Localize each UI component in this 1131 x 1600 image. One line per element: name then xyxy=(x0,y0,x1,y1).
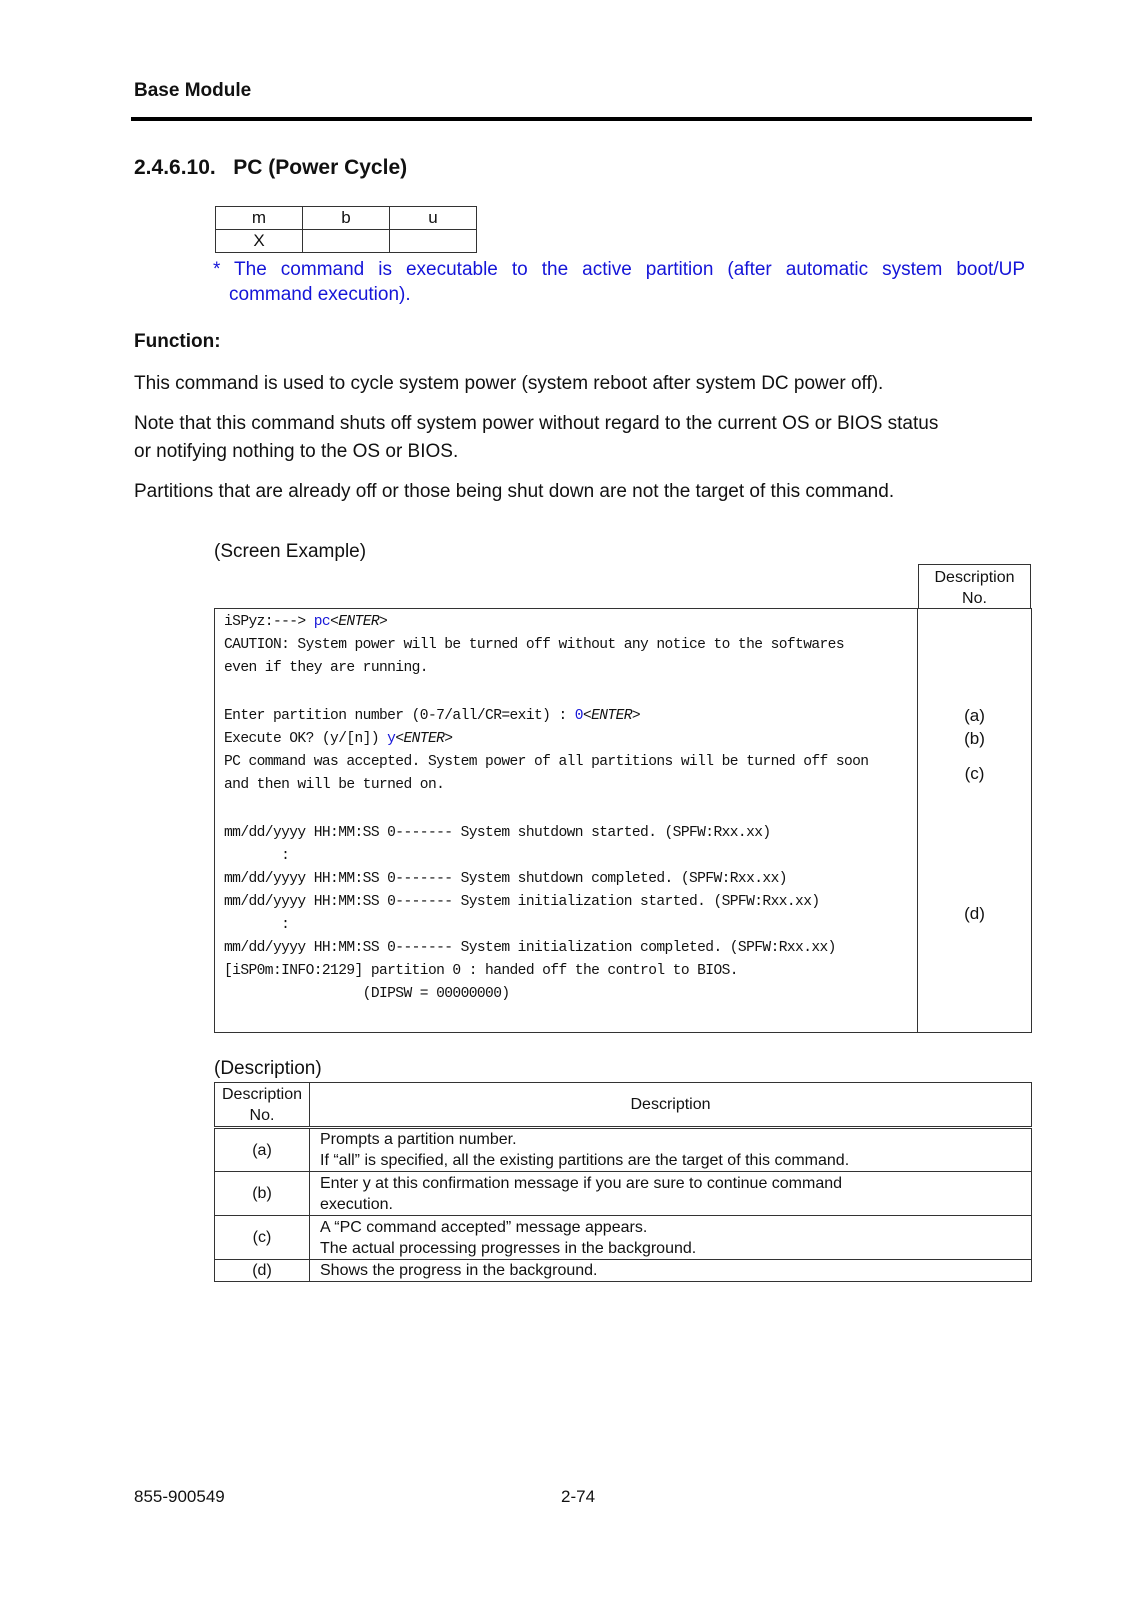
function-paragraph-3: Partitions that are already off or those being shut down are not the target of this command. xyxy=(134,481,895,502)
prompt-prefix: iSPyz:---> xyxy=(224,614,314,630)
mbu-header-b: b xyxy=(303,207,390,230)
row-description xyxy=(310,1172,1032,1216)
description-tag-b: (b) xyxy=(964,729,985,748)
terminal-line-log-4: mm/dd/yyyy HH:MM:SS 0------- System initialization completed. (SPFW:Rxx.xx) xyxy=(224,940,836,956)
terminal-line-ellipsis-1: : xyxy=(224,848,290,864)
terminal-line-accepted-2: and then will be turned on. xyxy=(224,777,445,793)
screen-example-label: (Screen Example) xyxy=(214,541,367,562)
description-no-header-line1: Description xyxy=(934,569,1015,586)
partition-value: 0 xyxy=(574,708,583,724)
function-paragraph-2a: Note that this command shuts off system power without regard to the current OS or BIOS status xyxy=(134,413,939,434)
mbu-header-m: m xyxy=(216,207,303,230)
row-line-2: The actual processing progresses in the background. xyxy=(320,1239,697,1257)
description-tag-c: (c) xyxy=(964,764,985,783)
description-table-header xyxy=(215,1083,1032,1128)
terminal-line-log-5: [iSP0m:INFO:2129] partition 0 : handed off the control to BIOS. xyxy=(224,963,738,979)
terminal-line-log-1: mm/dd/yyyy HH:MM:SS 0------- System shutdown started. (SPFW:Rxx.xx) xyxy=(224,825,771,841)
description-tag-d: (d) xyxy=(964,904,985,923)
header-description-no-line1: Description xyxy=(221,1085,303,1103)
function-heading: Function: xyxy=(134,331,221,352)
enter-key: <ENTER> xyxy=(395,731,453,747)
table-row xyxy=(215,1172,1032,1216)
row-description xyxy=(310,1128,1032,1172)
description-tag-a: (a) xyxy=(964,706,985,725)
row-line-2: If “all” is specified, all the existing partitions are the target of this command. xyxy=(320,1152,850,1169)
row-no: (d) xyxy=(215,1260,310,1282)
footer-page-number: 2-74 xyxy=(561,1487,596,1506)
terminal-line-accepted-1: PC command was accepted. System power of all partitions will be turned off soon xyxy=(224,754,869,770)
screen-column-divider xyxy=(917,608,918,1033)
mbu-value-u xyxy=(390,230,477,253)
enter-key: <ENTER> xyxy=(582,708,641,724)
terminal-line-log-3: mm/dd/yyyy HH:MM:SS 0------- System initialization started. (SPFW:Rxx.xx) xyxy=(224,894,820,910)
execute-value: y xyxy=(387,731,396,747)
table-row xyxy=(215,1216,1032,1260)
note-line-1: * The command is executable to the active partition (after automatic system boot/UP xyxy=(213,259,1025,280)
terminal-line-log-6: (DIPSW = 00000000) xyxy=(224,986,510,1002)
row-no: (b) xyxy=(215,1172,310,1216)
section-title: 2.4.6.10. PC (Power Cycle) xyxy=(134,156,408,179)
terminal-line-log-2: mm/dd/yyyy HH:MM:SS 0------- System shutdown completed. (SPFW:Rxx.xx) xyxy=(224,871,787,887)
function-paragraph-2b: or notifying nothing to the OS or BIOS. xyxy=(134,441,459,462)
terminal-line-ellipsis-2: : xyxy=(224,917,290,933)
note-line-2: command execution). xyxy=(229,284,411,305)
description-label: (Description) xyxy=(214,1058,322,1079)
row-no: (c) xyxy=(215,1216,310,1260)
terminal-line-prompt xyxy=(224,611,387,634)
row-line-2: execution. xyxy=(320,1195,393,1213)
function-paragraph-1: This command is used to cycle system power (system reboot after system DC power off). xyxy=(134,373,884,394)
table-row xyxy=(215,1128,1032,1172)
row-no: (a) xyxy=(215,1128,310,1172)
description-no-header-line2: No. xyxy=(962,590,987,607)
page-header-title: Base Module xyxy=(134,80,252,101)
header-description: Description xyxy=(310,1083,1032,1128)
row-line-1: Prompts a partition number. xyxy=(320,1131,517,1148)
mbu-table xyxy=(215,206,477,253)
mbu-value-m: X xyxy=(216,230,303,253)
description-table xyxy=(214,1082,1032,1282)
executability-note xyxy=(213,257,1025,307)
header-rule xyxy=(131,117,1032,121)
table-row xyxy=(215,1260,1032,1282)
mbu-value-b xyxy=(303,230,390,253)
prompt-command: pc xyxy=(313,614,331,630)
description-no-header xyxy=(918,564,1031,609)
terminal-line-caution-1: CAUTION: System power will be turned off without any notice to the softwares xyxy=(224,637,844,653)
header-description-no-line2: No. xyxy=(249,1106,275,1124)
terminal-line-caution-2: even if they are running. xyxy=(224,660,428,676)
terminal-line-partition xyxy=(224,705,640,728)
mbu-header-u: u xyxy=(390,207,477,230)
terminal-line-execute xyxy=(224,728,452,751)
row-description xyxy=(310,1216,1032,1260)
enter-key: <ENTER> xyxy=(330,614,388,630)
header-description-no xyxy=(215,1083,310,1128)
execute-prompt: Execute OK? (y/[n]) xyxy=(224,731,388,747)
row-description: Shows the progress in the background. xyxy=(310,1260,1032,1282)
footer-document-number: 855-900549 xyxy=(134,1487,225,1506)
row-line-1: Enter y at this confirmation message if you are sure to continue command xyxy=(320,1174,843,1192)
row-line-1: A “PC command accepted” message appears. xyxy=(320,1218,648,1236)
partition-prompt: Enter partition number (0-7/all/CR=exit) : xyxy=(224,708,575,724)
